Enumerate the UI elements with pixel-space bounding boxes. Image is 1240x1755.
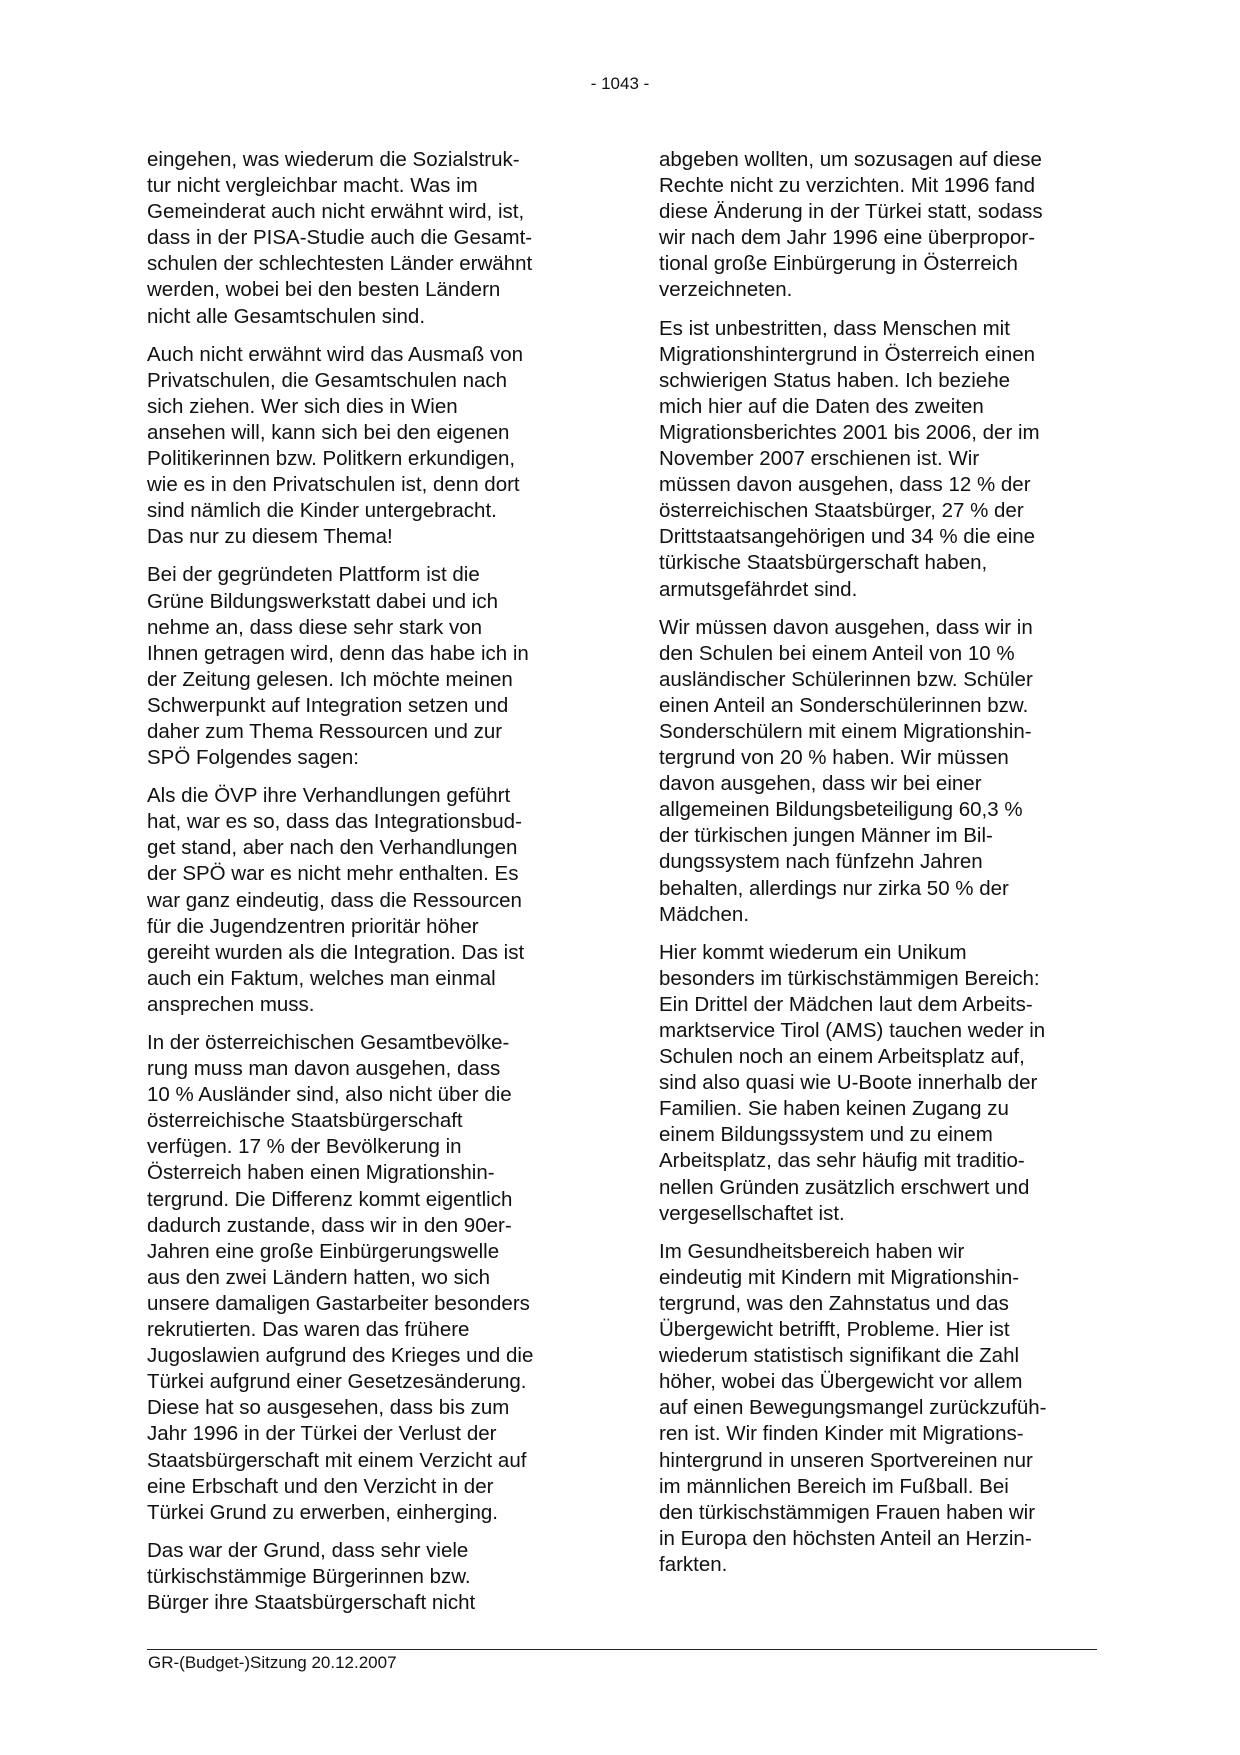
text-line: 10 % Ausländer sind, also nicht über die <box>147 1083 512 1107</box>
footer-divider <box>147 1649 1097 1650</box>
text-line: ansehen will, kann sich bei den eigenen <box>147 420 510 444</box>
text-line: allgemeinen Bildungsbeteiligung 60,3 % <box>659 798 1023 822</box>
text-line: rung muss man davon ausgehen, dass <box>147 1057 501 1081</box>
text-line: Migrationshintergrund in Österreich einen <box>659 342 1036 366</box>
text-line: dadurch zustande, dass wir in den 90er- <box>147 1213 512 1237</box>
text-line: verfügen. 17 % der Bevölkerung in <box>147 1135 462 1159</box>
text-line: ansprechen muss. <box>147 992 315 1016</box>
text-line: sich ziehen. Wer sich dies in Wien <box>147 394 458 418</box>
text-line: sind also quasi wie U-Boote innerhalb der <box>659 1071 1038 1095</box>
text-line: In der österreichischen Gesamtbevölke- <box>147 1031 510 1054</box>
paragraph <box>147 147 592 330</box>
text-line: mich hier auf die Daten des zweiten <box>659 394 984 418</box>
paragraph <box>659 1239 1104 1578</box>
text-line: der SPÖ war es nicht mehr enthalten. Es <box>147 862 519 886</box>
text-line: besonders im türkischstämmigen Bereich: <box>659 966 1040 990</box>
text-line: türkischstämmige Bürgerinnen bzw. <box>147 1564 471 1588</box>
text-line: Politikerinnen bzw. Politkern erkundigen, <box>147 447 516 471</box>
text-line: war ganz eindeutig, dass die Ressourcen <box>147 888 522 912</box>
text-line: davon ausgehen, dass wir bei einer <box>659 772 982 796</box>
text-line: schwierigen Status haben. Ich beziehe <box>659 368 1011 392</box>
text-line: tergrund. Die Differenz kommt eigentlich <box>147 1187 513 1211</box>
paragraph <box>659 615 1104 928</box>
text-line: abgeben wollten, um sozusagen auf diese <box>659 148 1042 171</box>
text-line: Jugoslawien aufgrund des Krieges und die <box>147 1344 534 1368</box>
text-line: November 2007 erschienen ist. Wir <box>659 447 980 471</box>
text-line: Ein Drittel der Mädchen laut dem Arbeits- <box>659 992 1033 1016</box>
text-line: österreichische Staatsbürgerschaft <box>147 1109 463 1133</box>
text-line: müssen davon ausgehen, dass 12 % der <box>659 473 1031 497</box>
text-line: Österreich haben einen Migrationshin- <box>147 1161 495 1185</box>
text-line: Es ist unbestritten, dass Menschen mit <box>659 316 1010 340</box>
text-line: wie es in den Privatschulen ist, denn dort <box>147 473 520 497</box>
text-line: Schulen noch an einem Arbeitsplatz auf, <box>659 1045 1025 1069</box>
text-line: Staatsbürgerschaft mit einem Verzicht auf <box>147 1448 527 1472</box>
footer-session-label: GR-(Budget-)Sitzung 20.12.2007 <box>148 1653 397 1672</box>
text-line: unsere damaligen Gastarbeiter besonders <box>147 1291 530 1315</box>
text-line: Privatschulen, die Gesamtschulen nach <box>147 368 508 392</box>
text-line: verzeichneten. <box>659 278 793 302</box>
text-line: Migrationsberichtes 2001 bis 2006, der im <box>659 420 1040 444</box>
text-line: Sonderschülern mit einem Migrationshin- <box>659 719 1032 743</box>
text-line: eingehen, was wiederum die Sozialstruk- <box>147 148 520 171</box>
text-line: nehme an, dass diese sehr stark von <box>147 615 483 639</box>
text-line: vergesellschaftet ist. <box>659 1201 845 1225</box>
text-line: nicht alle Gesamtschulen sind. <box>147 304 426 328</box>
text-line: Übergewicht betrifft, Probleme. Hier ist <box>659 1318 1010 1342</box>
text-line: den türkischstämmigen Frauen haben wir <box>659 1500 1036 1524</box>
text-line: behalten, allerdings nur zirka 50 % der <box>659 876 1009 900</box>
paragraph <box>147 342 592 551</box>
text-line: tional große Einbürgerung in Österreich <box>659 252 1018 276</box>
text-line: Gemeinderat auch nicht erwähnt wird, ist, <box>147 200 525 224</box>
text-line: Als die ÖVP ihre Verhandlungen geführt <box>147 784 511 808</box>
text-line: Wir müssen davon ausgehen, dass wir in <box>659 615 1033 639</box>
text-line: Auch nicht erwähnt wird das Ausmaß von <box>147 342 524 366</box>
text-line: werden, wobei bei den besten Ländern <box>147 278 501 302</box>
text-line: wiederum statistisch signifikant die Zahl <box>659 1344 1020 1368</box>
text-line: armutsgefährdet sind. <box>659 577 858 601</box>
right-column <box>659 147 1104 1590</box>
text-line: nellen Gründen zusätzlich erschwert und <box>659 1175 1030 1199</box>
text-line: Ihnen getragen wird, denn das habe ich in <box>147 641 529 665</box>
text-line: diese Änderung in der Türkei statt, sodass <box>659 200 1043 224</box>
paragraph <box>659 316 1104 603</box>
text-line: in Europa den höchsten Anteil an Herzin- <box>659 1526 1032 1550</box>
text-line: tergrund, was den Zahnstatus und das <box>659 1291 1009 1315</box>
text-line: den Schulen bei einem Anteil von 10 % <box>659 641 1015 665</box>
text-line: rekrutierten. Das waren das frühere <box>147 1318 470 1342</box>
text-line: Das war der Grund, dass sehr viele <box>147 1538 469 1562</box>
text-line: höher, wobei das Übergewicht vor allem <box>659 1370 1023 1394</box>
text-line: daher zum Thema Ressourcen und zur <box>147 719 503 743</box>
text-line: gereiht wurden als die Integration. Das ist <box>147 940 525 964</box>
text-line: aus den zwei Ländern hatten, wo sich <box>147 1265 491 1289</box>
text-line: Drittstaatsangehörigen und 34 % die eine <box>659 525 1036 549</box>
text-line: Mädchen. <box>659 902 750 926</box>
text-line: sind nämlich die Kinder untergebracht. <box>147 499 497 523</box>
text-line: Jahren eine große Einbürgerungswelle <box>147 1239 500 1263</box>
text-line: für die Jugendzentren prioritär höher <box>147 914 479 938</box>
text-line: tur nicht vergleichbar macht. Was im <box>147 174 478 198</box>
text-line: Das nur zu diesem Thema! <box>147 525 393 549</box>
text-line: einen Anteil an Sonderschülerinnen bzw. <box>659 693 1029 717</box>
text-line: im männlichen Bereich im Fußball. Bei <box>659 1474 1009 1498</box>
text-line: tergrund von 20 % haben. Wir müssen <box>659 746 1009 770</box>
left-column <box>147 147 592 1628</box>
text-line: auch ein Faktum, welches man einmal <box>147 966 496 990</box>
text-line: eine Erbschaft und den Verzicht in der <box>147 1474 494 1498</box>
text-line: der Zeitung gelesen. Ich möchte meinen <box>147 667 513 691</box>
text-line: Diese hat so ausgesehen, dass bis zum <box>147 1396 510 1420</box>
text-line: ren ist. Wir finden Kinder mit Migrations- <box>659 1422 1024 1446</box>
text-line: Grüne Bildungswerkstatt dabei und ich <box>147 589 498 613</box>
text-line: Türkei Grund zu erwerben, einherging. <box>147 1500 498 1524</box>
text-line: ausländischer Schülerinnen bzw. Schüler <box>659 667 1033 691</box>
text-line: Arbeitsplatz, das sehr häufig mit traditio- <box>659 1149 1025 1173</box>
text-line: Bürger ihre Staatsbürgerschaft nicht <box>147 1590 476 1614</box>
paragraph <box>147 783 592 1018</box>
text-line: einem Bildungssystem und zu einem <box>659 1123 993 1147</box>
text-line: dass in der PISA-Studie auch die Gesamt- <box>147 226 533 250</box>
text-line: schulen der schlechtesten Länder erwähnt <box>147 252 533 276</box>
text-line: Rechte nicht zu verzichten. Mit 1996 fand <box>659 174 1036 198</box>
paragraph <box>147 562 592 771</box>
text-line: Türkei aufgrund einer Gesetzesänderung. <box>147 1370 527 1394</box>
text-line: eindeutig mit Kindern mit Migrationshin- <box>659 1265 1020 1289</box>
text-line: hat, war es so, dass das Integrationsbud- <box>147 810 522 834</box>
text-line: auf einen Bewegungsmangel zurückzufüh- <box>659 1396 1047 1420</box>
text-line: SPÖ Folgendes sagen: <box>147 746 359 770</box>
paragraph <box>659 147 1104 304</box>
text-line: der türkischen jungen Männer im Bil- <box>659 824 993 848</box>
text-line: Bei der gegründeten Plattform ist die <box>147 563 480 587</box>
text-line: hintergrund in unseren Sportvereinen nur <box>659 1448 1033 1472</box>
text-line: dungssystem nach fünfzehn Jahren <box>659 850 983 874</box>
text-line: Im Gesundheitsbereich haben wir <box>659 1239 965 1263</box>
paragraph <box>659 940 1104 1227</box>
text-line: Hier kommt wiederum ein Unikum <box>659 940 967 964</box>
text-line: türkische Staatsbürgerschaft haben, <box>659 551 988 575</box>
paragraph <box>147 1538 592 1616</box>
page-number: - 1043 - <box>590 74 650 93</box>
text-line: Jahr 1996 in der Türkei der Verlust der <box>147 1422 497 1446</box>
text-line: marktservice Tirol (AMS) tauchen weder in <box>659 1019 1046 1042</box>
paragraph <box>147 1030 592 1526</box>
text-line: österreichischen Staatsbürger, 27 % der <box>659 499 1024 523</box>
text-line: Schwerpunkt auf Integration setzen und <box>147 693 509 717</box>
text-line: Familien. Sie haben keinen Zugang zu <box>659 1097 1009 1121</box>
text-line: get stand, aber nach den Verhandlungen <box>147 836 518 860</box>
text-line: farkten. <box>659 1552 728 1576</box>
text-line: wir nach dem Jahr 1996 eine überpropor- <box>659 226 1036 250</box>
